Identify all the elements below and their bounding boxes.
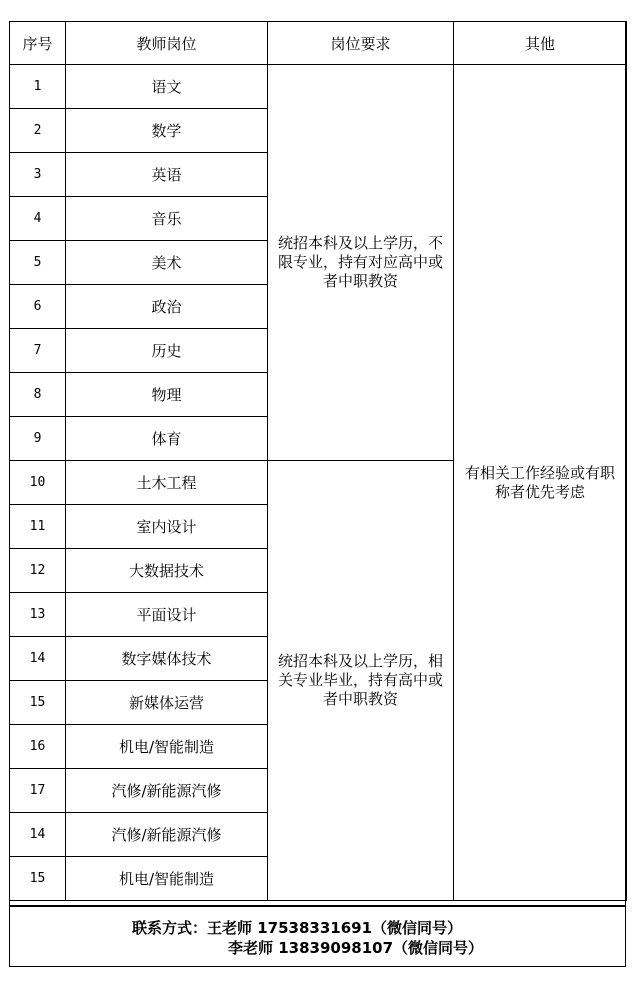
row-position: 体育	[66, 417, 268, 461]
row-no: 7	[10, 329, 66, 373]
row-position: 语文	[66, 65, 268, 109]
row-position: 汽修/新能源汽修	[66, 813, 268, 857]
row-position: 汽修/新能源汽修	[66, 769, 268, 813]
row-position: 数字媒体技术	[66, 637, 268, 681]
contact-line-2: 李老师 13839098107（微信同号）	[228, 939, 484, 957]
row-position: 大数据技术	[66, 549, 268, 593]
row-position: 政治	[66, 285, 268, 329]
table-row	[10, 65, 627, 109]
row-no: 3	[10, 153, 66, 197]
row-position: 新媒体运营	[66, 681, 268, 725]
header-position: 教师岗位	[66, 22, 268, 65]
row-no: 4	[10, 197, 66, 241]
contact-info	[9, 905, 626, 967]
row-position: 英语	[66, 153, 268, 197]
row-position: 美术	[66, 241, 268, 285]
teacher-positions-table	[9, 21, 627, 901]
header-other: 其他	[454, 22, 627, 65]
row-no: 5	[10, 241, 66, 285]
contact-line-1: 联系方式：王老师 17538331691（微信同号）	[132, 919, 463, 937]
requirement-group-1: 统招本科及以上学历，不限专业，持有对应高中或者中职教资	[268, 65, 454, 461]
requirement-group-2: 统招本科及以上学历，相关专业毕业，持有高中或者中职教资	[268, 461, 454, 901]
row-no: 17	[10, 769, 66, 813]
row-no: 14	[10, 813, 66, 857]
row-position: 机电/智能制造	[66, 725, 268, 769]
row-no: 14	[10, 637, 66, 681]
row-position: 平面设计	[66, 593, 268, 637]
row-no: 12	[10, 549, 66, 593]
row-position: 机电/智能制造	[66, 857, 268, 901]
row-position: 历史	[66, 329, 268, 373]
row-position: 室内设计	[66, 505, 268, 549]
header-requirement: 岗位要求	[268, 22, 454, 65]
row-no: 2	[10, 109, 66, 153]
row-position: 数学	[66, 109, 268, 153]
row-no: 8	[10, 373, 66, 417]
row-position: 土木工程	[66, 461, 268, 505]
row-no: 13	[10, 593, 66, 637]
row-no: 16	[10, 725, 66, 769]
row-position: 音乐	[66, 197, 268, 241]
other-note: 有相关工作经验或有职称者优先考虑	[454, 65, 627, 901]
row-no: 11	[10, 505, 66, 549]
table-header-row	[10, 22, 627, 65]
row-no: 10	[10, 461, 66, 505]
row-no: 15	[10, 857, 66, 901]
header-no: 序号	[10, 22, 66, 65]
row-no: 1	[10, 65, 66, 109]
row-no: 15	[10, 681, 66, 725]
row-no: 9	[10, 417, 66, 461]
row-position: 物理	[66, 373, 268, 417]
row-no: 6	[10, 285, 66, 329]
